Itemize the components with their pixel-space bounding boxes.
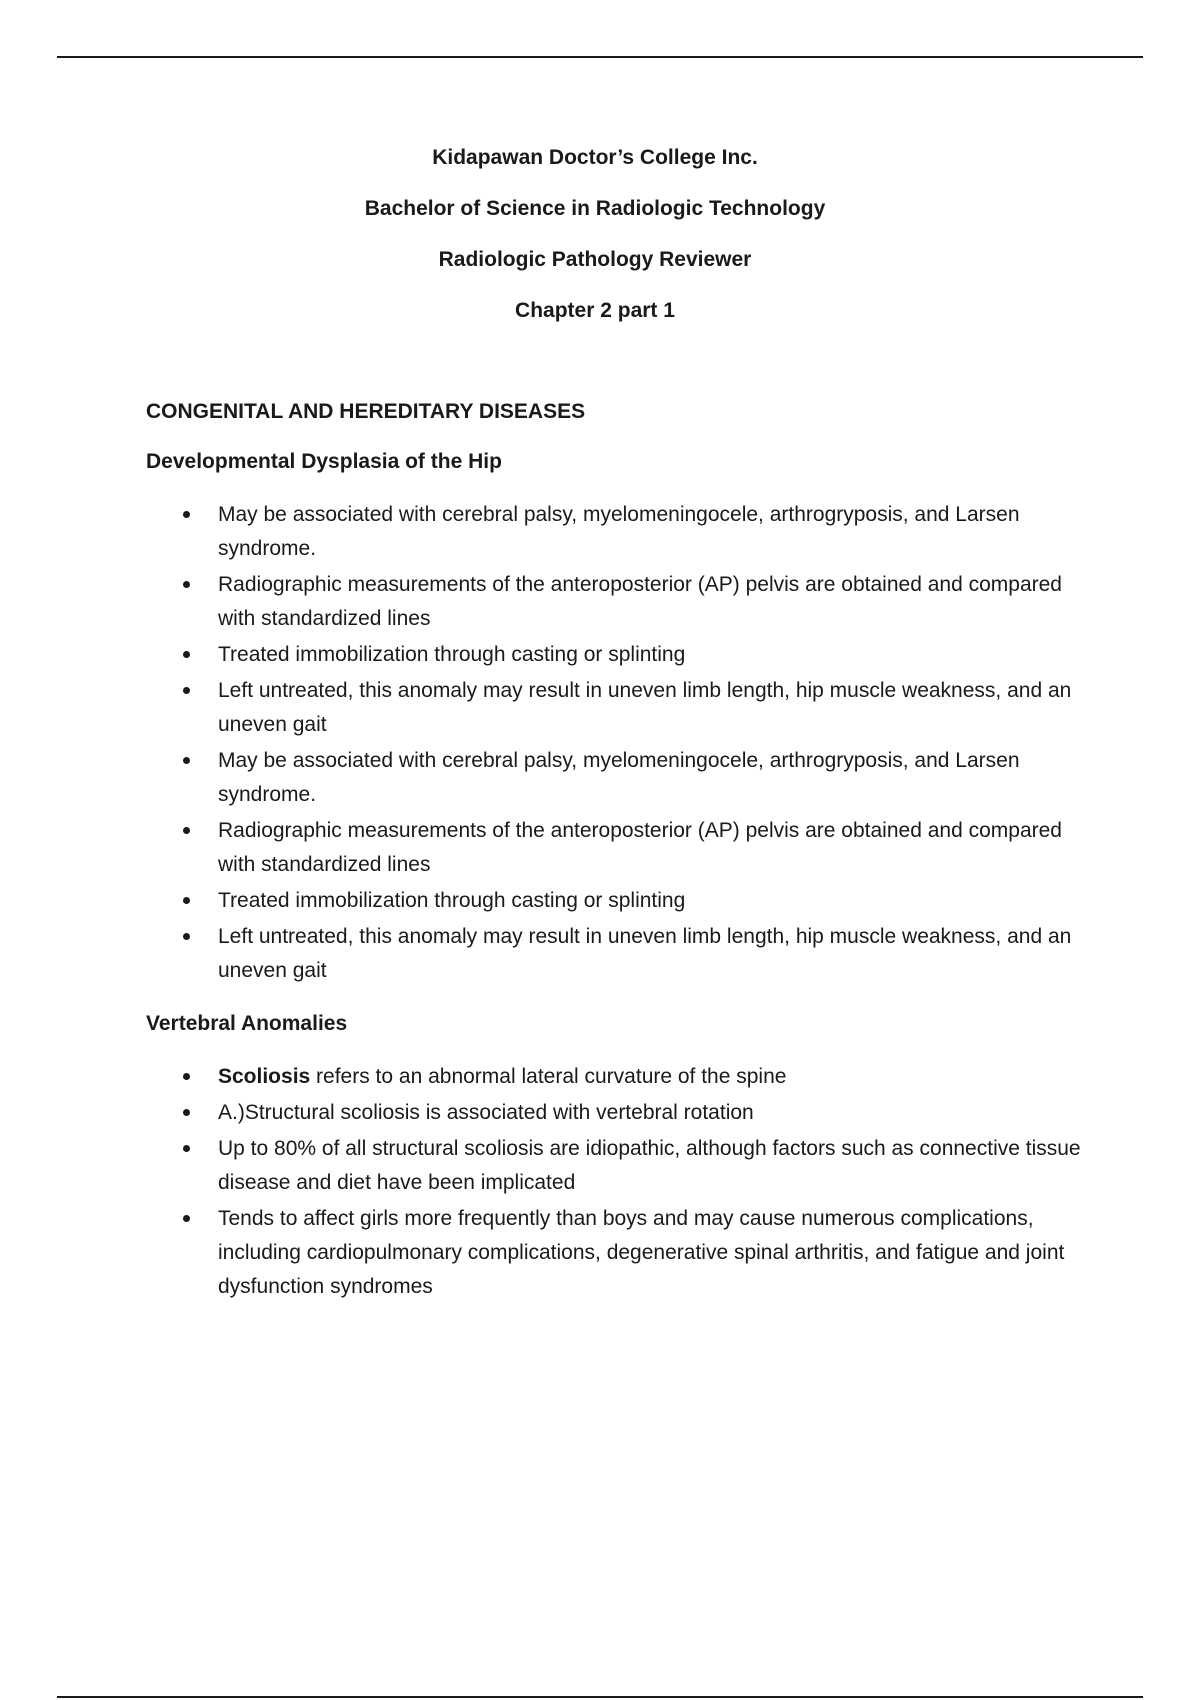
list-item: Treated immobilization through casting or splinting [146,638,1086,672]
list-item: Left untreated, this anomaly may result in uneven limb length, hip muscle weakness, and an uneven gait [146,674,1086,742]
document-header [0,146,1190,350]
scoliosis-term: Scoliosis [218,1065,311,1088]
scoliosis-definition: refers to an abnormal lateral curvature of the spine [310,1065,787,1088]
vertebral-anomalies-bullet-list [146,1060,1086,1304]
list-item [146,1060,1086,1094]
subsection-title-vertebral-anomalies: Vertebral Anomalies [146,1012,348,1035]
list-item: Radiographic measurements of the anteroposterior (AP) pelvis are obtained and compared with standardized lines [146,814,1086,882]
document-title: Radiologic Pathology Reviewer [438,248,752,271]
bottom-rule [57,1696,1143,1698]
list-item: Tends to affect girls more frequently than boys and may cause numerous complications, including cardiopulmonary complications, degenerative spinal arthritis, and fatigue and joint dysfunction syndromes [146,1202,1086,1304]
hip-dysplasia-bullet-list [146,498,1086,988]
list-item: Left untreated, this anomaly may result in uneven limb length, hip muscle weakness, and an uneven gait [146,920,1086,988]
list-item: May be associated with cerebral palsy, myelomeningocele, arthrogryposis, and Larsen syndrome. [146,498,1086,566]
list-item: Treated immobilization through casting or splinting [146,884,1086,918]
program-name: Bachelor of Science in Radiologic Technology [364,197,826,220]
list-item: A.)Structural scoliosis is associated with vertebral rotation [146,1096,1086,1130]
institution-name: Kidapawan Doctor’s College Inc. [432,146,758,169]
top-rule [57,56,1143,58]
list-item: May be associated with cerebral palsy, myelomeningocele, arthrogryposis, and Larsen syndrome. [146,744,1086,812]
chapter-label: Chapter 2 part 1 [515,299,675,322]
list-item: Radiographic measurements of the anteroposterior (AP) pelvis are obtained and compared with standardized lines [146,568,1086,636]
subsection-title-hip-dysplasia: Developmental Dysplasia of the Hip [146,450,502,473]
document-body [146,400,1086,1328]
section-title: CONGENITAL AND HEREDITARY DISEASES [146,400,586,423]
list-item: Up to 80% of all structural scoliosis are idiopathic, although factors such as connective tissue disease and diet have been implicated [146,1132,1086,1200]
